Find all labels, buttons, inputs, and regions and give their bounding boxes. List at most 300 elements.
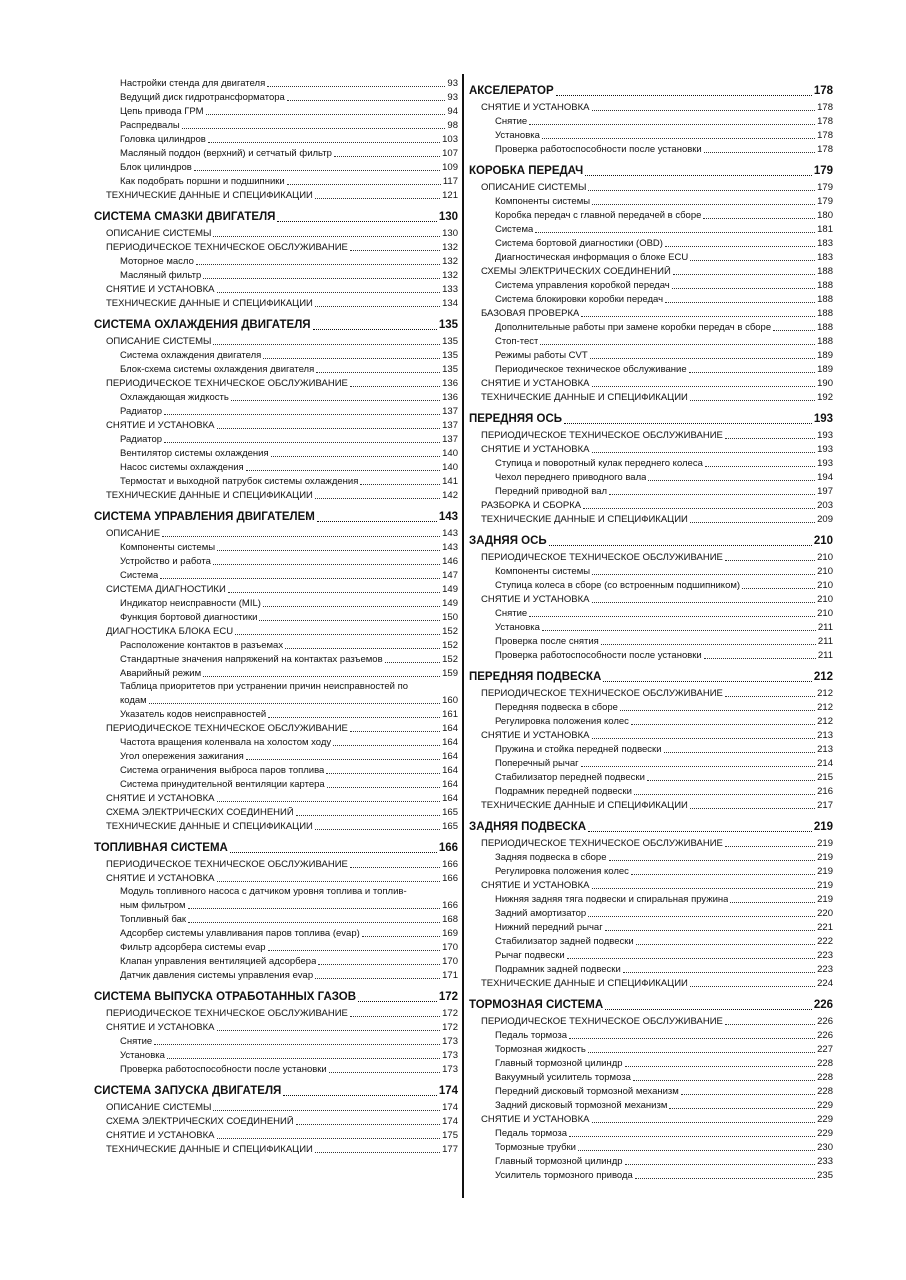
- toc-entry-page: 159: [442, 668, 458, 679]
- toc-entry-title: Задний амортизатор: [495, 908, 587, 919]
- dot-leader: [213, 564, 440, 565]
- toc-entry-title: ТЕХНИЧЕСКИЕ ДАННЫЕ И СПЕЦИФИКАЦИИ: [481, 800, 688, 811]
- dot-leader: [673, 274, 815, 275]
- toc-entry-title: Нижний передний рычаг: [495, 922, 603, 933]
- toc-entry-page: 174: [438, 1085, 458, 1097]
- toc-entry: [94, 912, 458, 926]
- dot-leader: [315, 198, 440, 199]
- toc-entry: [94, 1114, 458, 1128]
- toc-entry-title: Головка цилиндров: [120, 134, 206, 145]
- dot-leader: [592, 204, 815, 205]
- toc-entry-page: 143: [438, 511, 458, 523]
- dot-leader: [230, 852, 437, 853]
- toc-entry-title: СИСТЕМА ДИАГНОСТИКИ: [106, 584, 226, 595]
- dot-leader: [160, 578, 440, 579]
- toc-entry-title: РАЗБОРКА И СБОРКА: [481, 500, 582, 511]
- toc-entry-page: 135: [438, 319, 458, 331]
- toc-entry-title: Педаль тормоза: [495, 1030, 568, 1041]
- toc-entry: [94, 1020, 458, 1034]
- dot-leader: [588, 831, 812, 832]
- toc-entry-title: КОРОБКА ПЕРЕДАЧ: [469, 165, 584, 177]
- toc-entry-title: ПЕРИОДИЧЕСКОЕ ТЕХНИЧЕСКОЕ ОБСЛУЖИВАНИЕ: [481, 688, 723, 699]
- dot-leader: [182, 128, 446, 129]
- toc-entry: [94, 1142, 458, 1156]
- toc-entry-title: ПЕРЕДНЯЯ ПОДВЕСКА: [469, 671, 602, 683]
- toc-entry-page: 229: [817, 1128, 833, 1139]
- dot-leader: [315, 978, 440, 979]
- toc-entry: [94, 596, 458, 610]
- toc-entry: [94, 680, 458, 693]
- toc-entry-title: СНЯТИЕ И УСТАНОВКА: [106, 873, 215, 884]
- toc-entry-title: СНЯТИЕ И УСТАНОВКА: [481, 444, 590, 455]
- toc-entry: [469, 1126, 833, 1140]
- dot-leader: [585, 175, 812, 176]
- dot-leader: [592, 110, 816, 111]
- toc-entry: [469, 390, 833, 404]
- toc-entry-page: 219: [817, 866, 833, 877]
- toc-entry-title: Регулировка положения колес: [495, 866, 629, 877]
- toc-entry: [469, 728, 833, 742]
- toc-entry: [469, 686, 833, 700]
- toc-entry-title: СНЯТИЕ И УСТАНОВКА: [481, 880, 590, 891]
- dot-leader: [690, 400, 815, 401]
- toc-entry-page: 209: [817, 514, 833, 525]
- toc-entry-title: ПЕРИОДИЧЕСКОЕ ТЕХНИЧЕСКОЕ ОБСЛУЖИВАНИЕ: [106, 378, 348, 389]
- toc-entry-page: 149: [442, 584, 458, 595]
- toc-entry: [94, 898, 458, 912]
- dot-leader: [167, 1058, 440, 1059]
- toc-entry-page: 188: [817, 294, 833, 305]
- toc-entry-title: Ступица и поворотный кулак переднего колеса: [495, 458, 703, 469]
- toc-entry-title: ОПИСАНИЕ СИСТЕМЫ: [481, 182, 587, 193]
- toc-entry: [94, 1034, 458, 1048]
- toc-entry: [469, 1042, 833, 1056]
- toc-entry: [469, 456, 833, 470]
- toc-entry: [469, 1140, 833, 1154]
- toc-entry: [94, 296, 458, 310]
- toc-entry: [469, 194, 833, 208]
- toc-entry-page: 173: [442, 1036, 458, 1047]
- toc-entry: [469, 550, 833, 564]
- toc-entry-title: Регулировка положения колес: [495, 716, 629, 727]
- toc-entry-page: 149: [442, 598, 458, 609]
- toc-entry: [94, 1048, 458, 1062]
- toc-entry-title: Задний дисковый тормозной механизм: [495, 1100, 668, 1111]
- toc-entry: [469, 770, 833, 784]
- toc-entry-title: СНЯТИЕ И УСТАНОВКА: [106, 793, 215, 804]
- toc-entry-title: Передняя подвеска в сборе: [495, 702, 618, 713]
- toc-section-heading: [94, 315, 458, 334]
- dot-leader: [246, 470, 441, 471]
- toc-entry-title: ТЕХНИЧЕСКИЕ ДАННЫЕ И СПЕЦИФИКАЦИИ: [106, 298, 313, 309]
- toc-entry-page: 188: [817, 322, 833, 333]
- toc-entry-page: 174: [442, 1116, 458, 1127]
- dot-leader: [647, 780, 815, 781]
- toc-entry-title: Клапан управления вентиляцией адсорбера: [120, 956, 317, 967]
- toc-entry: [469, 512, 833, 526]
- dot-leader: [620, 710, 815, 711]
- toc-entry-page: 133: [442, 284, 458, 295]
- toc-entry-title: ТЕХНИЧЕСКИЕ ДАННЫЕ И СПЕЦИФИКАЦИИ: [106, 1144, 313, 1155]
- toc-entry-page: 168: [442, 914, 458, 925]
- dot-leader: [213, 344, 440, 345]
- dot-leader: [162, 536, 440, 537]
- dot-leader: [149, 703, 440, 704]
- dot-leader: [609, 860, 816, 861]
- toc-entry-title: Компоненты системы: [495, 196, 591, 207]
- toc-entry: [469, 1084, 833, 1098]
- dot-leader: [228, 592, 440, 593]
- toc-entry: [469, 878, 833, 892]
- toc-entry-page: 143: [442, 528, 458, 539]
- toc-entry-page: 217: [817, 800, 833, 811]
- toc-entry: [469, 836, 833, 850]
- toc-entry-title: СНЯТИЕ И УСТАНОВКА: [481, 1114, 590, 1125]
- toc-entry: [469, 100, 833, 114]
- toc-entry-title: ТЕХНИЧЕСКИЕ ДАННЫЕ И СПЕЦИФИКАЦИИ: [106, 190, 313, 201]
- toc-entry-page: 214: [817, 758, 833, 769]
- toc-entry: [469, 334, 833, 348]
- dot-leader: [542, 138, 815, 139]
- toc-entry-title: СНЯТИЕ И УСТАНОВКА: [106, 1022, 215, 1033]
- toc-entry-page: 178: [813, 85, 833, 97]
- toc-entry-page: 219: [817, 838, 833, 849]
- dot-leader: [217, 550, 440, 551]
- dot-leader: [725, 696, 815, 697]
- toc-entry-page: 210: [817, 594, 833, 605]
- dot-leader: [203, 278, 440, 279]
- toc-entry-page: 213: [817, 744, 833, 755]
- toc-entry-title: СНЯТИЕ И УСТАНОВКА: [481, 730, 590, 741]
- toc-entry-title: ТЕХНИЧЕСКИЕ ДАННЫЕ И СПЕЦИФИКАЦИИ: [106, 490, 313, 501]
- toc-entry-page: 193: [817, 444, 833, 455]
- toc-entry-page: 194: [817, 472, 833, 483]
- toc-entry-page: 117: [442, 176, 458, 187]
- toc-entry-page: 181: [817, 224, 833, 235]
- toc-entry: [469, 700, 833, 714]
- toc-entry: [94, 160, 458, 174]
- toc-section-heading: [94, 838, 458, 857]
- toc-entry-title: Система ограничения выброса паров топлива: [120, 765, 325, 776]
- toc-entry: [469, 976, 833, 990]
- dot-leader: [327, 787, 440, 788]
- toc-entry-title: ОПИСАНИЕ: [106, 528, 161, 539]
- toc-entry: [94, 610, 458, 624]
- toc-entry: [94, 76, 458, 90]
- toc-entry-title: Нижняя задняя тяга подвески и спиральная пружина: [495, 894, 729, 905]
- dot-leader: [703, 218, 815, 219]
- toc-entry-title: СНЯТИЕ И УСТАНОВКА: [106, 284, 215, 295]
- toc-entry: [469, 180, 833, 194]
- toc-entry-page: 189: [817, 364, 833, 375]
- toc-entry-title: Насос системы охлаждения: [120, 462, 244, 473]
- toc-entry: [469, 620, 833, 634]
- dot-leader: [358, 1001, 437, 1002]
- toc-entry: [94, 954, 458, 968]
- dot-leader: [601, 644, 816, 645]
- dot-leader: [217, 1138, 441, 1139]
- toc-section-heading: [469, 995, 833, 1014]
- dot-leader: [542, 630, 816, 631]
- toc-entry-page: 137: [442, 434, 458, 445]
- toc-entry-page: 221: [817, 922, 833, 933]
- toc-entry: [94, 1062, 458, 1076]
- toc-entry-title: ЗАДНЯЯ ПОДВЕСКА: [469, 821, 587, 833]
- toc-entry-page: 164: [442, 737, 458, 748]
- dot-leader: [730, 902, 815, 903]
- toc-entry-page: 107: [442, 148, 458, 159]
- toc-entry-page: 179: [817, 196, 833, 207]
- toc-entry: [469, 742, 833, 756]
- toc-entry-title: СХЕМА ЭЛЕКТРИЧЕСКИХ СОЕДИНЕНИЙ: [106, 807, 294, 818]
- toc-entry: [469, 442, 833, 456]
- dot-leader: [583, 508, 815, 509]
- toc-entry-page: 140: [442, 462, 458, 473]
- dot-leader: [634, 794, 815, 795]
- dot-leader: [665, 246, 815, 247]
- column-divider: [462, 74, 464, 1198]
- dot-leader: [605, 930, 815, 931]
- toc-entry-title: ПЕРИОДИЧЕСКОЕ ТЕХНИЧЕСКОЕ ОБСЛУЖИВАНИЕ: [481, 838, 723, 849]
- toc-entry: [469, 1056, 833, 1070]
- toc-entry-page: 210: [817, 608, 833, 619]
- dot-leader: [592, 888, 816, 889]
- dot-leader: [689, 372, 815, 373]
- toc-entry-title: Угол опережения зажигания: [120, 751, 244, 762]
- toc-entry-title: Настройки стенда для двигателя: [120, 78, 266, 89]
- toc-entry-title: Чехол переднего приводного вала: [495, 472, 647, 483]
- toc-entry: [469, 208, 833, 222]
- toc-entry-title: Педаль тормоза: [495, 1128, 568, 1139]
- toc-entry-title: ТОРМОЗНАЯ СИСТЕМА: [469, 999, 604, 1011]
- toc-entry-title: Блок цилиндров: [120, 162, 192, 173]
- toc-entry-title: Установка: [495, 622, 540, 633]
- dot-leader: [208, 142, 440, 143]
- toc-entry: [469, 906, 833, 920]
- toc-entry-page: 180: [817, 210, 833, 221]
- dot-leader: [318, 964, 440, 965]
- toc-entry-page: 172: [442, 1008, 458, 1019]
- toc-entry-title: Компоненты системы: [495, 566, 591, 577]
- toc-entry-title: Стоп-тест: [495, 336, 539, 347]
- dot-leader: [246, 759, 440, 760]
- toc-entry-page: 173: [442, 1050, 458, 1061]
- toc-entry: [94, 624, 458, 638]
- toc-section-heading: [94, 1081, 458, 1100]
- toc-entry-page: 137: [442, 406, 458, 417]
- toc-entry-page: 164: [442, 779, 458, 790]
- toc-entry-title: Проверка работоспособности после установки: [495, 650, 702, 661]
- toc-entry-title: Вакуумный усилитель тормоза: [495, 1072, 631, 1083]
- toc-entry-page: 212: [813, 671, 833, 683]
- toc-entry-page: 165: [442, 821, 458, 832]
- toc-entry-page: 213: [817, 730, 833, 741]
- toc-entry: [469, 114, 833, 128]
- toc-entry: [469, 362, 833, 376]
- toc-entry: [94, 805, 458, 819]
- dot-leader: [529, 616, 815, 617]
- dot-leader: [588, 190, 815, 191]
- toc-entry: [469, 1014, 833, 1028]
- dot-leader: [569, 1136, 815, 1137]
- dot-leader: [188, 922, 440, 923]
- toc-section-heading: [469, 817, 833, 836]
- dot-leader: [213, 1110, 440, 1111]
- toc-entry: [94, 735, 458, 749]
- toc-entry-page: 224: [817, 978, 833, 989]
- toc-entry: [469, 864, 833, 878]
- dot-leader: [203, 676, 440, 677]
- toc-entry: [469, 484, 833, 498]
- toc-entry: [94, 226, 458, 240]
- toc-entry: [94, 334, 458, 348]
- toc-entry: [94, 362, 458, 376]
- toc-entry-page: 164: [442, 723, 458, 734]
- toc-entry: [94, 446, 458, 460]
- toc-entry: [94, 777, 458, 791]
- toc-entry: [469, 278, 833, 292]
- toc-entry: [469, 634, 833, 648]
- toc-entry: [469, 1154, 833, 1168]
- dot-leader: [315, 1152, 440, 1153]
- toc-entry-title: Пружина и стойка передней подвески: [495, 744, 662, 755]
- toc-entry-page: 130: [438, 211, 458, 223]
- toc-entry: [94, 857, 458, 871]
- toc-entry-title: Топливный бак: [120, 914, 187, 925]
- toc-entry-title: ОПИСАНИЕ СИСТЕМЫ: [106, 1102, 212, 1113]
- toc-entry: [469, 428, 833, 442]
- toc-entry-page: 179: [817, 182, 833, 193]
- dot-leader: [603, 681, 811, 682]
- toc-entry-title: СНЯТИЕ И УСТАНОВКА: [481, 378, 590, 389]
- toc-entry-page: 193: [817, 458, 833, 469]
- dot-leader: [725, 438, 815, 439]
- dot-leader: [704, 658, 816, 659]
- toc-entry-title: СИСТЕМА УПРАВЛЕНИЯ ДВИГАТЕЛЕМ: [94, 511, 315, 523]
- dot-leader: [535, 232, 815, 233]
- toc-entry-title: Усилитель тормозного привода: [495, 1170, 633, 1181]
- dot-leader: [681, 1094, 815, 1095]
- dot-leader: [529, 124, 815, 125]
- toc-entry-page: 178: [817, 116, 833, 127]
- dot-leader: [588, 1052, 815, 1053]
- toc-entry-page: 212: [817, 688, 833, 699]
- dot-leader: [296, 1124, 440, 1125]
- dot-leader: [362, 936, 440, 937]
- dot-leader: [350, 867, 440, 868]
- toc-entry-title: Указатель кодов неисправностей: [120, 709, 267, 720]
- toc-entry-page: 160: [442, 695, 458, 706]
- toc-entry: [94, 582, 458, 596]
- toc-entry-title: Датчик давления системы управления evap: [120, 970, 314, 981]
- toc-entry-page: 169: [442, 928, 458, 939]
- toc-entry: [94, 940, 458, 954]
- toc-entry-title: Фильтр адсорбера системы evap: [120, 942, 266, 953]
- toc-entry: [94, 638, 458, 652]
- toc-entry-page: 164: [442, 793, 458, 804]
- toc-entry-title: Система охлаждения двигателя: [120, 350, 262, 361]
- toc-entry-page: 98: [447, 120, 458, 131]
- toc-entry-title: ТЕХНИЧЕСКИЕ ДАННЫЕ И СПЕЦИФИКАЦИИ: [106, 821, 313, 832]
- toc-entry: [94, 268, 458, 282]
- toc-section-heading: [94, 507, 458, 526]
- toc-entry-page: 226: [813, 999, 833, 1011]
- toc-entry-title: Периодическое техническое обслуживание: [495, 364, 687, 375]
- toc-entry-title: Масляный фильтр: [120, 270, 202, 281]
- dot-leader: [725, 846, 815, 847]
- toc-entry-title: ТЕХНИЧЕСКИЕ ДАННЫЕ И СПЕЦИФИКАЦИИ: [481, 978, 688, 989]
- toc-entry-page: 178: [817, 102, 833, 113]
- toc-entry: [94, 819, 458, 833]
- toc-entry: [469, 306, 833, 320]
- toc-entry-title: СИСТЕМА ЗАПУСКА ДВИГАТЕЛЯ: [94, 1085, 282, 1097]
- toc-left-column: [94, 76, 458, 1156]
- toc-entry-title: Функция бортовой диагностики: [120, 612, 258, 623]
- toc-entry-title: Установка: [120, 1050, 165, 1061]
- toc-entry-page: 152: [442, 654, 458, 665]
- toc-entry: [469, 606, 833, 620]
- toc-entry-title: АКСЕЛЕРАТОР: [469, 85, 554, 97]
- toc-right-column: [469, 76, 833, 1182]
- toc-entry-page: 143: [442, 542, 458, 553]
- toc-entry-page: 178: [817, 144, 833, 155]
- dot-leader: [690, 522, 815, 523]
- toc-entry: [94, 1100, 458, 1114]
- toc-section-heading: [469, 531, 833, 550]
- toc-entry: [94, 90, 458, 104]
- dot-leader: [725, 1024, 815, 1025]
- toc-entry: [94, 404, 458, 418]
- toc-entry-title: Индикатор неисправности (MIL): [120, 598, 261, 609]
- toc-entry-title: Модуль топливного насоса с датчиком уровня топлива и топлив-: [120, 886, 407, 897]
- toc-entry: [469, 892, 833, 906]
- dot-leader: [235, 634, 440, 635]
- dot-leader: [350, 1016, 440, 1017]
- dot-leader: [625, 1164, 816, 1165]
- toc-entry-page: 223: [817, 950, 833, 961]
- toc-entry-page: 188: [817, 336, 833, 347]
- toc-entry-page: 219: [813, 821, 833, 833]
- toc-entry-title: Охлаждающая жидкость: [120, 392, 229, 403]
- toc-section-heading: [94, 987, 458, 1006]
- dot-leader: [625, 1066, 816, 1067]
- toc-entry: [94, 104, 458, 118]
- toc-entry-page: 188: [817, 308, 833, 319]
- toc-entry-page: 235: [817, 1170, 833, 1181]
- toc-entry: [94, 652, 458, 666]
- toc-entry-title: ТЕХНИЧЕСКИЕ ДАННЫЕ И СПЕЦИФИКАЦИИ: [481, 514, 688, 525]
- toc-entry-title: Цепь привода ГРМ: [120, 106, 204, 117]
- dot-leader: [690, 808, 815, 809]
- toc-entry: [94, 885, 458, 898]
- toc-entry-page: 183: [817, 252, 833, 263]
- dot-leader: [315, 306, 440, 307]
- toc-entry-title: Вентилятор системы охлаждения: [120, 448, 269, 459]
- dot-leader: [540, 344, 815, 345]
- dot-leader: [742, 588, 815, 589]
- toc-entry-page: 219: [817, 880, 833, 891]
- toc-entry-title: Передний приводной вал: [495, 486, 608, 497]
- dot-leader: [556, 95, 812, 96]
- toc-entry-page: 132: [442, 242, 458, 253]
- toc-entry-title: Как подобрать поршни и подшипники: [120, 176, 285, 187]
- toc-entry-title: Снятие: [495, 608, 528, 619]
- dot-leader: [665, 302, 815, 303]
- dot-leader: [360, 484, 440, 485]
- toc-entry-page: 230: [817, 1142, 833, 1153]
- dot-leader: [592, 602, 816, 603]
- dot-leader: [268, 950, 441, 951]
